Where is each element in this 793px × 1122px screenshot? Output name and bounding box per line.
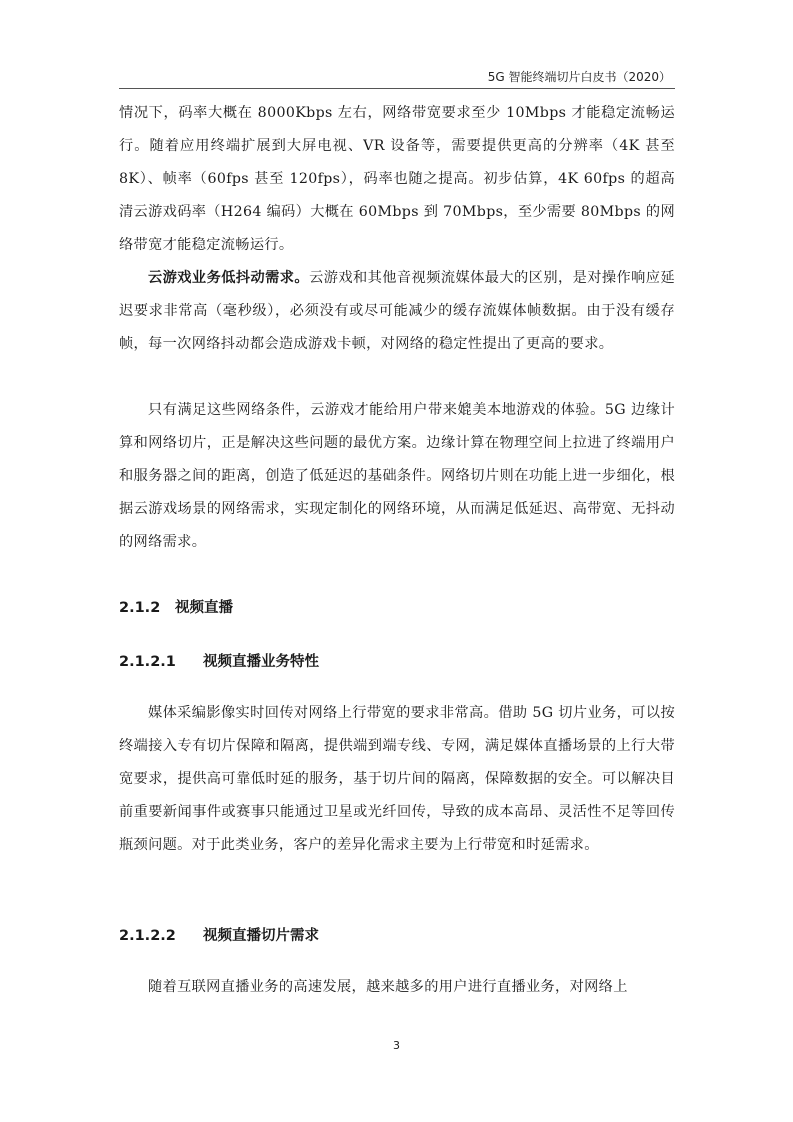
section-title: 视频直播切片需求 (203, 928, 319, 944)
paragraph-live-streaming: 媒体采编影像实时回传对网络上行带宽的要求非常高。借助 5G 切片业务，可以按终端接入专有切片保障和隔离，提供端到端专线、专网，满足媒体直播场景的上行大带宽要求，提供高可靠低时延的服务，基于切片间的隔离，保障数据的安全。可以解决目前重要新闻事件或赛事只能通过卫星或光纤回传，导致的成本高昂、灵活性不足等回传瓶颈问题。对于此类业务，客户的差异化需求主要为上行带宽和时延需求。 (119, 705, 675, 853)
section-title: 视频直播业务特性 (203, 654, 319, 670)
paragraph-body-low-jitter: 云游戏和其他音视频流媒体最大的区别，是对操作响应延迟要求非常高（毫秒级），必须没有或尽可能减少的缓存流媒体帧数据。由于没有缓存帧，每一次网络抖动都会造成游戏卡顿，对网络的稳定性提出了更高的要求。 (119, 270, 675, 352)
document-header-title: 5G 智能终端切片白皮书（2020） (487, 70, 671, 84)
paragraph-bandwidth: 情况下，码率大概在 8000Kbps 左右，网络带宽要求至少 10Mbps 才能稳定流畅运行。随着应用终端扩展到大屏电视、VR 设备等，需要提供更高的分辨率（4K 甚至 8K）、帧率（60fps 甚至 120fps），码率也随之提高。初步估算，4K 60fps 的超高清云游戏码率（H264 编码）大概在 60Mbps 到 70Mbps，至少需要 80Mbps 的网络带宽才能稳定流畅运行。 (119, 105, 675, 253)
section-heading-2-1-2-2 (119, 924, 319, 945)
section-heading-2-1-2-1 (119, 650, 319, 671)
page-number: 3 (393, 1039, 400, 1052)
section-number: 2.1.2 (119, 600, 161, 616)
section-heading-2-1-2 (119, 596, 233, 617)
paragraph-live-slicing: 随着互联网直播业务的高速发展，越来越多的用户进行直播业务，对网络上 (148, 979, 628, 995)
section-title: 视频直播 (175, 600, 233, 616)
paragraph-lead-low-jitter: 云游戏业务低抖动需求。 (148, 270, 310, 286)
paragraph-edge-computing: 只有满足这些网络条件，云游戏才能给用户带来媲美本地游戏的体验。5G 边缘计算和网络切片，正是解决这些问题的最优方案。边缘计算在物理空间上拉进了终端用户和服务器之间的距离，创造了低延迟的基础条件。网络切片则在功能上进一步细化，根据云游戏场景的网络需求，实现定制化的网络环境，从而满足低延迟、高带宽、无抖动的网络需求。 (119, 402, 675, 550)
paragraph-low-jitter (119, 262, 675, 361)
section-number: 2.1.2.1 (119, 654, 176, 670)
section-number: 2.1.2.2 (119, 928, 176, 944)
header-divider (119, 88, 675, 89)
